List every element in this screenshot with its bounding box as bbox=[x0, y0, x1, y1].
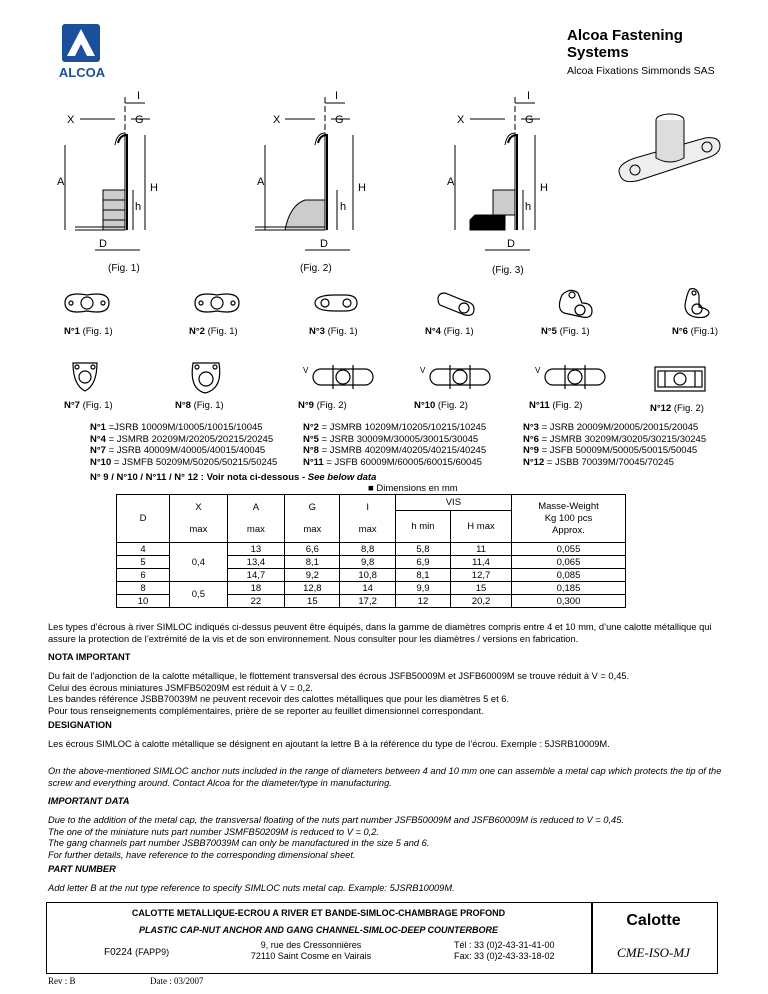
nut-7-icon bbox=[73, 363, 97, 391]
nut-2-icon bbox=[195, 294, 239, 312]
references-row-2: N°4 = JSMRB 20209M/20205/20215/20245 N°5 = JSRB 30009M/30005/30015/30045 N°6 = JSMRB 30209M/30205/30215/30245 bbox=[90, 433, 707, 445]
svg-text:V: V bbox=[303, 366, 309, 375]
nut-11-label: N°11 (Fig. 2) bbox=[529, 400, 583, 411]
svg-text:D: D bbox=[507, 238, 515, 250]
svg-text:G: G bbox=[335, 114, 344, 126]
designation-title: DESIGNATION bbox=[48, 720, 112, 730]
nut-12-icon bbox=[655, 367, 705, 391]
th-x: X max bbox=[170, 495, 228, 543]
nut-7-label: N°7 (Fig. 1) bbox=[64, 400, 113, 411]
svg-text:D: D bbox=[320, 238, 328, 250]
nut-6-icon bbox=[685, 289, 709, 318]
company-line-1: Alcoa Fastening bbox=[567, 27, 683, 44]
logo-text: ALCOA bbox=[58, 65, 106, 80]
nut-9-icon bbox=[303, 365, 373, 389]
svg-text:A: A bbox=[447, 176, 455, 188]
th-d: D bbox=[117, 495, 170, 543]
svg-text:X: X bbox=[273, 114, 281, 126]
nut-4-label: N°4 (Fig. 1) bbox=[425, 326, 474, 337]
dimensions-note: ■ Dimensions en mm bbox=[368, 483, 458, 494]
x-group-1: 0,4 bbox=[170, 543, 228, 582]
table-row: 4 0,4 13 6,6 8,8 5,8 11 0,055 bbox=[117, 543, 626, 556]
fig1-caption: (Fig. 1) bbox=[108, 263, 140, 274]
intro-fr: Les types d’écrous à river SIMLOC indiqués ci-dessus peuvent être équipés, dans la gamme de diamètres compris entre 4 et 10 mm, d’une calotte métallique qui assure la protection de l’extrémité de la vis et de son environnement. Nous consulter pour les diamètres / versions en fabrication. bbox=[48, 622, 712, 644]
nut-5-icon bbox=[559, 290, 592, 317]
fig1-drawing bbox=[57, 90, 158, 250]
th-mass: Masse-Weight Kg 100 pcs Approx. bbox=[511, 495, 625, 543]
footer-code: CME-ISO-MJ bbox=[617, 945, 690, 960]
subsidiary-name: Alcoa Fixations Simmonds SAS bbox=[567, 65, 715, 77]
footer-contact: Tél : 33 (0)2-43-31-41-00 Fax: 33 (0)2-43-33-18-02 bbox=[454, 940, 555, 961]
dimensions-table bbox=[116, 494, 626, 608]
svg-text:V: V bbox=[535, 366, 541, 375]
references-block bbox=[90, 422, 706, 468]
th-g: G max bbox=[285, 495, 340, 543]
nut-1-icon bbox=[65, 294, 109, 312]
svg-text:H: H bbox=[358, 182, 366, 194]
nut-1-label: N°1 (Fig. 1) bbox=[64, 326, 113, 337]
partnumber-title: PART NUMBER bbox=[48, 864, 116, 874]
references-row-3: N°7 = JSRB 40009M/40005/40015/40045 N°8 = JSMRB 40209M/40205/40215/40245 N°9 = JSFB 50009M/50005/50015/50045 bbox=[90, 445, 698, 456]
cap-3d-drawing bbox=[619, 114, 720, 182]
nota-title: NOTA IMPORTANT bbox=[48, 652, 131, 662]
svg-text:H: H bbox=[540, 182, 548, 194]
nut-10-label: N°10 (Fig. 2) bbox=[414, 400, 468, 411]
alcoa-logo-icon bbox=[44, 24, 120, 80]
nut-9-label: N°9 (Fig. 2) bbox=[298, 400, 347, 411]
svg-text:G: G bbox=[135, 114, 144, 126]
svg-text:D: D bbox=[99, 238, 107, 250]
nut-5-label: N°5 (Fig. 1) bbox=[541, 326, 590, 337]
footer-title-fr: CALOTTE METALLIQUE-ECROU A RIVER ET BANDE-SIMLOC-CHAMBRAGE PROFOND bbox=[131, 908, 506, 918]
table-row: 8 0,5 18 12,8 14 9,9 15 0,185 bbox=[117, 582, 626, 595]
nut-10-icon bbox=[420, 365, 490, 389]
fig2-drawing bbox=[255, 90, 366, 250]
nut-4-icon bbox=[438, 293, 474, 315]
footer-product: Calotte bbox=[626, 912, 681, 929]
svg-text:H: H bbox=[150, 182, 158, 194]
important-body: Due to the addition of the metal cap, the transversal floating of the nuts part number JSFB50009M and JSFB60009M is reduced to V = 0,45. The one of the miniature nuts part number JSMFB50209M is reduced to V = 0,2. The gang channels part number JSBB70039M can only be manufactured in the size 5 and 6. For further details, have reference to the corresponding dimensional sheet. bbox=[48, 815, 624, 860]
svg-text:h: h bbox=[340, 201, 347, 213]
references-row-1: N°1 =JSRB 10009M/10005/10015/10045 N°2 = JSMRB 10209M/10205/10215/10245 N°3 = JSRB 20009M/20005/20015/20045 bbox=[90, 422, 699, 433]
table-intro: N° 9 / N°10 / N°11 / N° 12 : Voir nota ci-dessous - See below data bbox=[90, 472, 377, 483]
nut-icons-row2 bbox=[55, 355, 725, 400]
svg-text:I: I bbox=[527, 90, 531, 102]
footer-date: Date : 03/2007 bbox=[150, 976, 204, 986]
svg-text:I: I bbox=[335, 90, 339, 102]
svg-text:I: I bbox=[137, 90, 141, 102]
nut-12-label: N°12 (Fig. 2) bbox=[650, 403, 704, 414]
table-row: 6 14,7 9,2 10,8 8,1 12,7 0,085 bbox=[117, 569, 626, 582]
th-hmin: h min bbox=[395, 511, 450, 543]
svg-text:V: V bbox=[420, 366, 426, 375]
designation-text: Les écrous SIMLOC à calotte métallique se désignent en ajoutant la lettre B à la référence du type de l’écrou. Exemple : 5JSRB10009M. bbox=[48, 739, 610, 749]
nota-body: Du fait de l’adjonction de la calotte métallique, le flottement transversal des écrous JSFB50009M et JSFB60009M se trouve réduit à V = 0,45. Celui des écrous miniatures JSMFB50209M est réduit à V = 0,2. Les bandes référence JSBB70039M ne peuvent recevoir des calottes métalliques que pour les diamètres 5 et 6. Pour tous renseignements complémentaires, prière de se reporter au feuillet dimensionnel correspondant. bbox=[48, 671, 630, 716]
footer-address: 9, rue des Cressonnières 72110 Saint Cosme en Vairais bbox=[250, 940, 372, 961]
fig3-drawing bbox=[447, 90, 548, 250]
footer-rev: Rev : B bbox=[48, 976, 76, 986]
alcoa-logo bbox=[44, 24, 120, 80]
svg-text:X: X bbox=[67, 114, 75, 126]
footer-title-en: PLASTIC CAP-NUT ANCHOR AND GANG CHANNEL-SIMLOC-DEEP COUNTERBORE bbox=[139, 925, 498, 935]
company-line-2: Systems bbox=[567, 44, 629, 61]
th-i: I max bbox=[340, 495, 395, 543]
table-row: 5 13,4 8,1 9,8 6,9 11,4 0,065 bbox=[117, 556, 626, 569]
table-row: 10 22 15 17,2 12 20,2 0,300 bbox=[117, 595, 626, 608]
nut-2-label: N°2 (Fig. 1) bbox=[189, 326, 238, 337]
nut-8-icon bbox=[192, 363, 220, 393]
partnumber-text: Add letter B at the nut type reference to specify SIMLOC nuts metal cap. Example: 5JSRB10009M. bbox=[48, 883, 455, 893]
nut-icons-row1 bbox=[55, 285, 725, 320]
nut-3-label: N°3 (Fig. 1) bbox=[309, 326, 358, 337]
svg-text:h: h bbox=[525, 201, 532, 213]
footer-ref: F0224 (FAPP9) bbox=[104, 947, 170, 958]
references-row-4: N°10 = JSMFB 50209M/50205/50215/50245 N°11 = JSFB 60009M/60005/60015/60045 N°12 = JSBB 70039M/70045/70245 bbox=[90, 456, 674, 468]
th-vis: VIS bbox=[395, 495, 511, 511]
fig3-caption: (Fig. 3) bbox=[492, 265, 524, 276]
svg-text:A: A bbox=[57, 176, 65, 188]
fig2-caption: (Fig. 2) bbox=[300, 263, 332, 274]
technical-figures bbox=[55, 85, 725, 280]
nut-11-icon bbox=[535, 365, 605, 389]
th-a: A max bbox=[227, 495, 285, 543]
nut-6-label: N°6 (Fig.1) bbox=[672, 326, 719, 337]
important-title: IMPORTANT DATA bbox=[48, 796, 130, 806]
th-hmax: H max bbox=[451, 511, 512, 543]
svg-text:G: G bbox=[525, 114, 534, 126]
intro-en: On the above-mentioned SIMLOC anchor nuts included in the range of diameters between 4 and 10 mm one can assemble a metal cap which protects the tip of the screw and everything around. Contact Alcoa for the diameter/type in manufacturing. bbox=[48, 766, 722, 788]
company-name bbox=[567, 27, 683, 61]
svg-text:h: h bbox=[135, 201, 142, 213]
x-group-2: 0,5 bbox=[170, 582, 228, 608]
svg-text:X: X bbox=[457, 114, 465, 126]
nut-8-label: N°8 (Fig. 1) bbox=[175, 400, 224, 411]
nut-3-icon bbox=[315, 295, 357, 311]
svg-text:A: A bbox=[257, 176, 265, 188]
